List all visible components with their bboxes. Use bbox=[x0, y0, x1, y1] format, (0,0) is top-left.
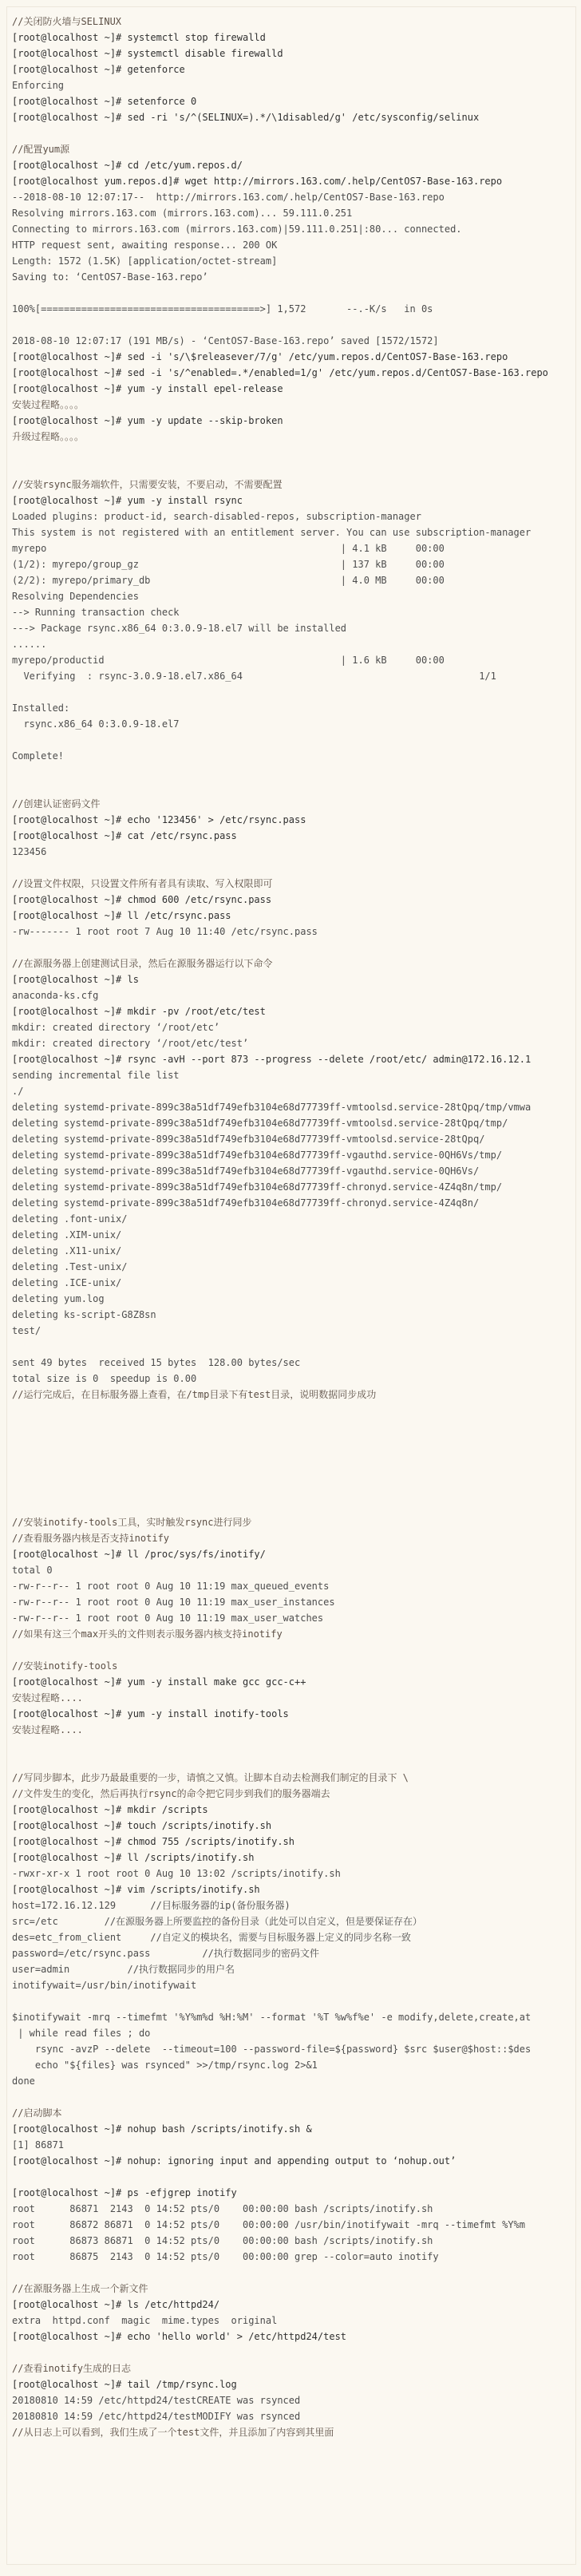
blank-line bbox=[12, 1403, 571, 1419]
output-line: sent 49 bytes received 15 bytes 128.00 bytes/sec bbox=[12, 1357, 301, 1368]
comment-line: //启动脚本 bbox=[12, 2107, 62, 2119]
output-line: total 0 bbox=[12, 1565, 53, 1576]
command-line: [root@localhost ~]# ll /etc/rsync.pass bbox=[12, 910, 231, 921]
comment-line: //安装rsync服务端软件，只需要安装，不要启动，不需要配置 bbox=[12, 479, 283, 490]
output-line: --2018-08-10 12:07:17-- http://mirrors.163.com/.help/CentOS7-Base-163.repo bbox=[12, 192, 445, 203]
terminal-lines bbox=[7, 7, 575, 2440]
blank-line bbox=[12, 461, 571, 477]
output-line: --> Running transaction check bbox=[12, 607, 180, 618]
comment-line: //安装inotify-tools工具，实时触发rsync进行同步 bbox=[12, 1517, 252, 1528]
output-line: deleting yum.log bbox=[12, 1293, 105, 1304]
comment-line: //写同步脚本，此步乃最最重要的一步，请慎之又慎。让脚本自动去检测我们制定的目录下 \ bbox=[12, 1772, 409, 1783]
output-line: -rwxr-xr-x 1 root root 0 Aug 10 13:02 /scripts/inotify.sh bbox=[12, 1868, 341, 1879]
blank-line bbox=[12, 317, 571, 333]
blank-line bbox=[12, 1498, 571, 1514]
output-line: Resolving Dependencies bbox=[12, 591, 139, 602]
command-line: [root@localhost ~]# sed -i 's/^enabled=.*/enabled=1/g' /etc/yum.repos.d/CentOS7-Base-163.repo bbox=[12, 367, 548, 378]
blank-line bbox=[12, 2169, 571, 2185]
comment-line: //在源服务器上生成一个新文件 bbox=[12, 2283, 148, 2294]
command-line: [root@localhost ~]# setenforce 0 bbox=[12, 96, 197, 107]
output-line: -rw-r--r-- 1 root root 0 Aug 10 11:19 max_queued_events bbox=[12, 1581, 330, 1592]
output-line: deleting ks-script-G8Z8sn bbox=[12, 1309, 156, 1320]
command-line: [root@localhost ~]# yum -y install rsync bbox=[12, 495, 243, 506]
output-line: 2018-08-10 12:07:17 (191 MB/s) - ‘CentOS7-Base-163.repo’ saved [1572/1572] bbox=[12, 335, 439, 346]
output-line: deleting .ICE-unix/ bbox=[12, 1277, 122, 1288]
comment-line: //文件发生的变化，然后再执行rsync的命令把它同步到我们的服务器端去 bbox=[12, 1788, 330, 1799]
output-line: (1/2): myrepo/group_gz | 137 kB 00:00 bbox=[12, 559, 445, 570]
output-line: -rw-r--r-- 1 root root 0 Aug 10 11:19 max_user_instances bbox=[12, 1597, 335, 1608]
command-line: [root@localhost ~]# getenforce bbox=[12, 64, 185, 75]
output-line: deleting systemd-private-899c38a51df749efb3104e68d77739ff-vmtoolsd.service-28tQpq/ bbox=[12, 1134, 485, 1145]
output-line: deleting .font-unix/ bbox=[12, 1213, 128, 1225]
output-line: deleting .X11-unix/ bbox=[12, 1245, 122, 1256]
output-line: ...... bbox=[12, 639, 47, 650]
comment-line: 安装过程略.... bbox=[12, 1724, 83, 1735]
comment-line: //从日志上可以看到，我们生成了一个test文件，并且添加了内容到其里面 bbox=[12, 2427, 334, 2438]
blank-line bbox=[12, 1339, 571, 1355]
blank-line bbox=[12, 1450, 571, 1466]
output-line: extra httpd.conf magic mime.types original bbox=[12, 2315, 278, 2326]
command-line: [root@localhost ~]# chmod 755 /scripts/inotify.sh bbox=[12, 1836, 295, 1847]
command-line: [root@localhost ~]# cat /etc/rsync.pass bbox=[12, 830, 237, 841]
command-line: [root@localhost ~]# rsync -avH --port 873 --progress --delete /root/etc/ admin@172.16.12.1 bbox=[12, 1054, 532, 1065]
command-line: [root@localhost ~]# mkdir /scripts bbox=[12, 1804, 208, 1815]
comment-line: //设置文件权限，只设置文件所有者具有读取、写入权限即可 bbox=[12, 878, 273, 889]
comment-line: 安装过程略。。。。 bbox=[12, 399, 85, 410]
command-line: [root@localhost ~]# cd /etc/yum.repos.d/ bbox=[12, 160, 243, 171]
command-line: [root@localhost ~]# mkdir -pv /root/etc/test bbox=[12, 1006, 266, 1017]
blank-line bbox=[12, 940, 571, 956]
command-line: [root@localhost ~]# systemctl disable firewalld bbox=[12, 48, 283, 59]
blank-line bbox=[12, 2345, 571, 2360]
command-line: [root@localhost ~]# tail /tmp/rsync.log bbox=[12, 2379, 237, 2390]
output-line: deleting systemd-private-899c38a51df749efb3104e68d77739ff-vgauthd.service-0QH6Vs/ bbox=[12, 1165, 480, 1177]
command-line: [root@localhost ~]# yum -y install make gcc gcc-c++ bbox=[12, 1676, 306, 1688]
comment-line: //如果有这三个max开头的文件则表示服务器内核支持inotify bbox=[12, 1628, 283, 1640]
blank-line bbox=[12, 732, 571, 748]
output-line: deleting .XIM-unix/ bbox=[12, 1229, 122, 1241]
command-line: [root@localhost ~]# yum -y install inotify-tools bbox=[12, 1708, 289, 1719]
blank-line bbox=[12, 285, 571, 301]
output-line: echo "${files} was rsynced" >>/tmp/rsync.log 2>&1 bbox=[12, 2060, 318, 2071]
comment-line: //安装inotify-tools bbox=[12, 1660, 118, 1672]
output-line: myrepo/productid | 1.6 kB 00:00 bbox=[12, 655, 445, 666]
output-line: Enforcing bbox=[12, 80, 65, 91]
terminal-window[interactable] bbox=[6, 6, 576, 2565]
output-line: deleting systemd-private-899c38a51df749efb3104e68d77739ff-vgauthd.service-0QH6Vs/tmp/ bbox=[12, 1150, 503, 1161]
output-line: root 86873 86871 0 14:52 pts/0 00:00:00 bash /scripts/inotify.sh bbox=[12, 2235, 433, 2246]
blank-line bbox=[12, 1754, 571, 1770]
blank-line bbox=[12, 125, 571, 141]
blank-line bbox=[12, 2265, 571, 2281]
command-line: [root@localhost ~]# echo 'hello world' > /etc/httpd24/test bbox=[12, 2331, 347, 2342]
output-line: mkdir: created directory ‘/root/etc’ bbox=[12, 1022, 220, 1033]
output-line: 20180810 14:59 /etc/httpd24/testCREATE was rsynced bbox=[12, 2395, 301, 2406]
comment-line: //在源服务器上创建测试目录，然后在源服务器运行以下命令 bbox=[12, 958, 273, 969]
output-line: des=etc_from_client //自定义的模块名，需要与目标服务器上定义的同步名称一致 bbox=[12, 1932, 411, 1943]
command-line: [root@localhost ~]# chmod 600 /etc/rsync.pass bbox=[12, 894, 272, 905]
blank-line bbox=[12, 2089, 571, 2105]
output-line: Length: 1572 (1.5K) [application/octet-stream] bbox=[12, 255, 278, 267]
output-line: (2/2): myrepo/primary_db | 4.0 MB 00:00 bbox=[12, 575, 445, 586]
command-line: [root@localhost ~]# nohup: ignoring input and appending output to ‘nohup.out’ bbox=[12, 2155, 457, 2166]
output-line: Saving to: ‘CentOS7-Base-163.repo’ bbox=[12, 271, 208, 283]
output-line: $inotifywait -mrq --timefmt '%Y%m%d %H:%M' --format '%T %w%f%e' -e modify,delete,create,at bbox=[12, 2012, 532, 2023]
output-line: host=172.16.12.129 //目标服务器的ip(备份服务器) bbox=[12, 1900, 290, 1911]
blank-line bbox=[12, 1993, 571, 2009]
output-line: Connecting to mirrors.163.com (mirrors.163.com)|59.111.0.251|:80... connected. bbox=[12, 224, 462, 235]
output-line: 20180810 14:59 /etc/httpd24/testMODIFY was rsynced bbox=[12, 2411, 301, 2422]
output-line: inotifywait=/usr/bin/inotifywait bbox=[12, 1980, 197, 1991]
output-line: src=/etc //在源服务器上所要监控的备份目录（此处可以自定义，但是要保证存在） bbox=[12, 1916, 423, 1927]
blank-line bbox=[12, 780, 571, 796]
blank-line bbox=[12, 764, 571, 780]
command-line: [root@localhost ~]# touch /scripts/inotify.sh bbox=[12, 1820, 272, 1831]
command-line: [root@localhost ~]# sed -i 's/\$releasever/7/g' /etc/yum.repos.d/CentOS7-Base-163.repo bbox=[12, 351, 508, 362]
output-line: ---> Package rsync.x86_64 0:3.0.9-18.el7 will be installed bbox=[12, 623, 347, 634]
output-line: deleting systemd-private-899c38a51df749efb3104e68d77739ff-chronyd.service-4Z4q8n/ bbox=[12, 1197, 480, 1209]
output-line: This system is not registered with an entitlement server. You can use subscription-manager bbox=[12, 527, 532, 538]
command-line: [root@localhost ~]# yum -y install epel-release bbox=[12, 383, 283, 394]
output-line: myrepo | 4.1 kB 00:00 bbox=[12, 543, 445, 554]
command-line: [root@localhost yum.repos.d]# wget http://mirrors.163.com/.help/CentOS7-Base-163.repo bbox=[12, 176, 503, 187]
comment-line: //创建认证密码文件 bbox=[12, 798, 101, 809]
output-line: ./ bbox=[12, 1086, 24, 1097]
blank-line bbox=[12, 1434, 571, 1450]
blank-line bbox=[12, 684, 571, 700]
output-line: HTTP request sent, awaiting response... 200 OK bbox=[12, 239, 278, 251]
output-line: | while read files ; do bbox=[12, 2028, 151, 2039]
output-line: password=/etc/rsync.pass //执行数据同步的密码文件 bbox=[12, 1948, 319, 1959]
command-line: [root@localhost ~]# nohup bash /scripts/inotify.sh & bbox=[12, 2123, 312, 2135]
command-line: [root@localhost ~]# ls /etc/httpd24/ bbox=[12, 2299, 220, 2310]
output-line: deleting systemd-private-899c38a51df749efb3104e68d77739ff-vmtoolsd.service-28tQpq/tmp/vmwa bbox=[12, 1102, 532, 1113]
output-line: Loaded plugins: product-id, search-disabled-repos, subscription-manager bbox=[12, 511, 421, 522]
blank-line bbox=[12, 1642, 571, 1658]
blank-line bbox=[12, 1482, 571, 1498]
command-line: [root@localhost ~]# ll /scripts/inotify.sh bbox=[12, 1852, 255, 1863]
output-line: rsync.x86_64 0:3.0.9-18.el7 bbox=[12, 718, 180, 730]
output-line: 100%[======================================>] 1,572 --.-K/s in 0s bbox=[12, 303, 433, 315]
command-line: [root@localhost ~]# sed -ri 's/^(SELINUX=).*/\1disabled/g' /etc/sysconfig/selinux bbox=[12, 112, 480, 123]
command-line: [root@localhost ~]# ll /proc/sys/fs/inotify/ bbox=[12, 1549, 266, 1560]
output-line: root 86871 2143 0 14:52 pts/0 00:00:00 bash /scripts/inotify.sh bbox=[12, 2203, 433, 2214]
command-line: [root@localhost ~]# ls bbox=[12, 974, 139, 985]
command-line: [root@localhost ~]# ps -efjgrep inotify bbox=[12, 2187, 237, 2198]
comment-line: //运行完成后，在目标服务器上查看，在/tmp目录下有test目录，说明数据同步成功 bbox=[12, 1389, 377, 1400]
output-line: deleting .Test-unix/ bbox=[12, 1261, 128, 1272]
output-line: test/ bbox=[12, 1325, 42, 1336]
blank-line bbox=[12, 1419, 571, 1434]
output-line: deleting systemd-private-899c38a51df749efb3104e68d77739ff-chronyd.service-4Z4q8n/tmp/ bbox=[12, 1181, 503, 1193]
comment-line: //查看服务器内核是否支持inotify bbox=[12, 1533, 170, 1544]
output-line: Complete! bbox=[12, 750, 65, 762]
comment-line: //关闭防火墙与SELINUX bbox=[12, 16, 122, 27]
comment-line: //查看inotify生成的日志 bbox=[12, 2363, 132, 2374]
output-line: Resolving mirrors.163.com (mirrors.163.com)... 59.111.0.251 bbox=[12, 208, 353, 219]
output-line: deleting systemd-private-899c38a51df749efb3104e68d77739ff-vmtoolsd.service-28tQpq/tmp/ bbox=[12, 1118, 508, 1129]
command-line: [root@localhost ~]# echo '123456' > /etc/rsync.pass bbox=[12, 814, 306, 825]
output-line: mkdir: created directory ‘/root/etc/test’ bbox=[12, 1038, 249, 1049]
comment-line: 安装过程略.... bbox=[12, 1692, 83, 1703]
output-line: user=admin //执行数据同步的用户名 bbox=[12, 1964, 235, 1975]
output-line: Verifying : rsync-3.0.9-18.el7.x86_64 1/1 bbox=[12, 671, 496, 682]
blank-line bbox=[12, 1466, 571, 1482]
output-line: root 86872 86871 0 14:52 pts/0 00:00:00 /usr/bin/inotifywait -mrq --timefmt %Y%m bbox=[12, 2219, 525, 2230]
blank-line bbox=[12, 860, 571, 876]
command-line: [root@localhost ~]# yum -y update --skip-broken bbox=[12, 415, 283, 426]
blank-line bbox=[12, 445, 571, 461]
output-line: Installed: bbox=[12, 702, 70, 714]
output-line: sending incremental file list bbox=[12, 1070, 180, 1081]
output-line: [1] 86871 bbox=[12, 2139, 65, 2151]
command-line: [root@localhost ~]# systemctl stop firewalld bbox=[12, 32, 266, 43]
output-line: rsync -avzP --delete --timeout=100 --password-file=${password} $src $user@$host::$des bbox=[12, 2044, 532, 2055]
comment-line: 升级过程略。。。。 bbox=[12, 431, 85, 442]
blank-line bbox=[12, 1738, 571, 1754]
output-line: total size is 0 speedup is 0.00 bbox=[12, 1373, 197, 1384]
comment-line: //配置yum源 bbox=[12, 144, 70, 155]
output-line: -rw------- 1 root root 7 Aug 10 11:40 /etc/rsync.pass bbox=[12, 926, 318, 937]
bottom-spacer bbox=[7, 2440, 575, 2447]
output-line: -rw-r--r-- 1 root root 0 Aug 10 11:19 max_user_watches bbox=[12, 1612, 324, 1624]
output-line: anaconda-ks.cfg bbox=[12, 990, 99, 1001]
command-line: [root@localhost ~]# vim /scripts/inotify.sh bbox=[12, 1884, 260, 1895]
output-line: 123456 bbox=[12, 846, 47, 857]
output-line: root 86875 2143 0 14:52 pts/0 00:00:00 grep --color=auto inotify bbox=[12, 2251, 439, 2262]
output-line: done bbox=[12, 2075, 35, 2087]
